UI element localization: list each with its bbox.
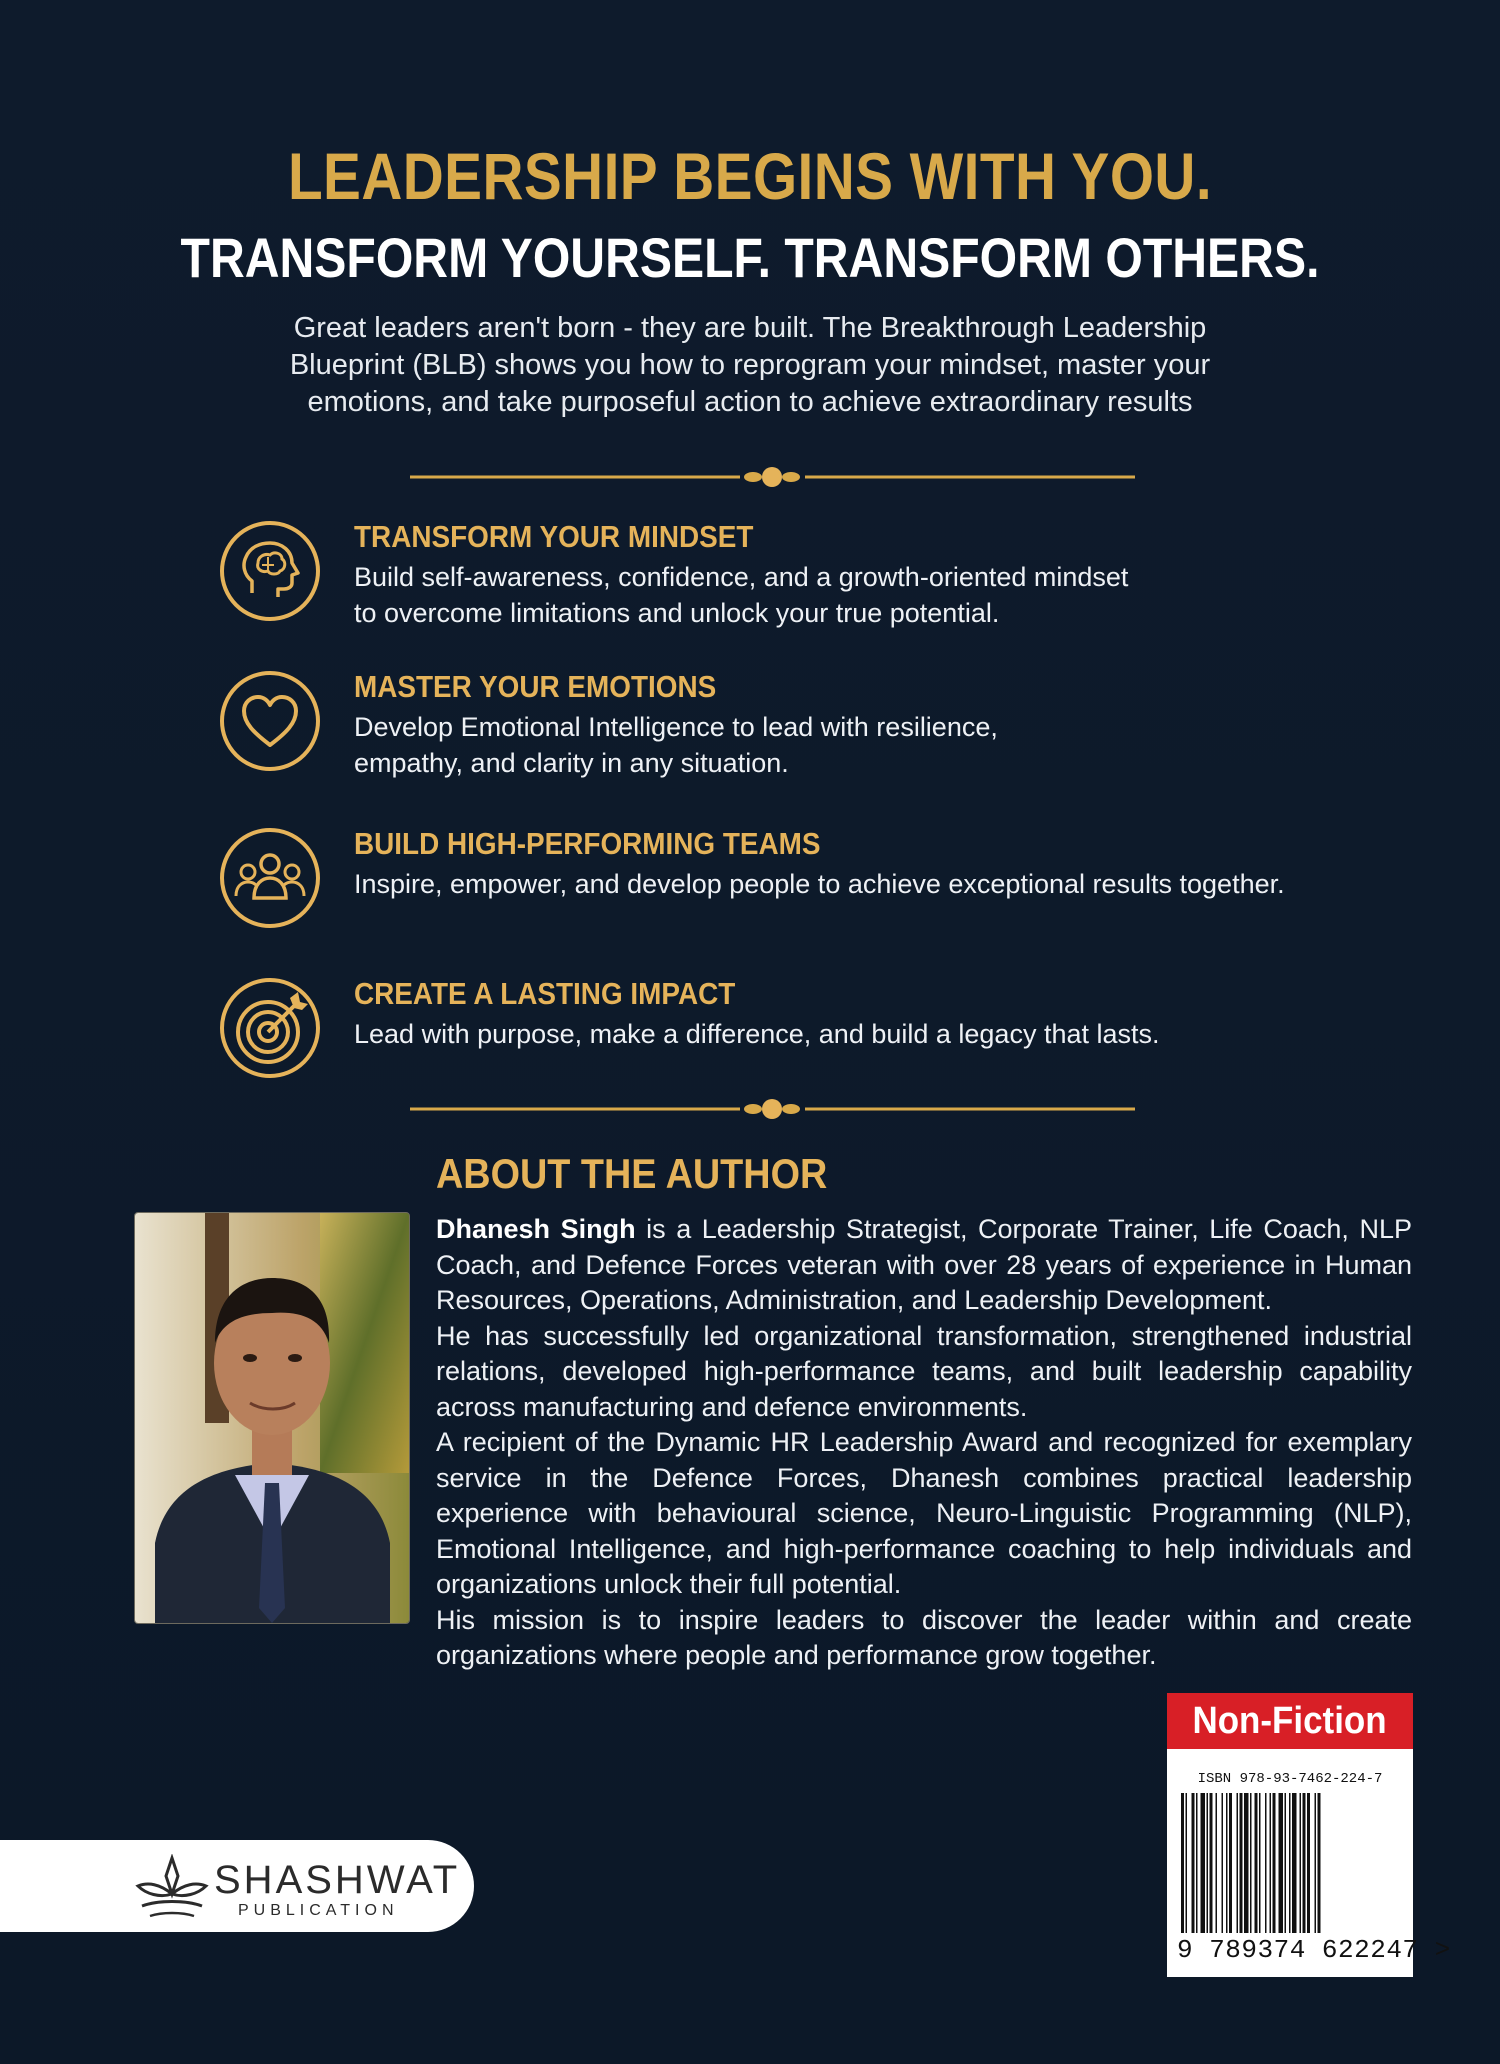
bio-paragraph: He has successfully led organizational transformation, strengthened industrial relations, developed high-performance teams, and built leadership capability across manufacturing and defence environments. xyxy=(436,1320,1412,1422)
barcode-bar xyxy=(1265,1793,1267,1933)
barcode-bar xyxy=(1216,1793,1218,1933)
brain-head-icon xyxy=(218,519,322,623)
bio-paragraph: His mission is to inspire leaders to discover the leader within and create organizations where people and performance grow together. xyxy=(436,1604,1412,1670)
barcode-digits: 9 789374 622247 > xyxy=(1177,1935,1451,1965)
about-heading: ABOUT THE AUTHOR xyxy=(436,1150,828,1197)
author-bio xyxy=(436,1212,1412,1674)
isbn-label: ISBN 978-93-7462-224-7 xyxy=(1197,1771,1383,1787)
barcode-bar xyxy=(1270,1793,1272,1933)
barcode-bar xyxy=(1318,1793,1321,1933)
barcode-bar xyxy=(1300,1793,1302,1933)
bio-paragraph: A recipient of the Dynamic HR Leadership Award and recognized for exemplary service in the Defence Forces, Dhanesh combines practical leadership experience with behavioural science, Neuro-Linguistic Programming (NLP), Emotional Intelligence, and high-performance coaching to help individuals and organizations unlock their full potential. xyxy=(436,1427,1412,1599)
team-icon xyxy=(218,826,322,930)
feature-title: CREATE A LASTING IMPACT xyxy=(354,976,736,1011)
publisher-subtitle: PUBLICATION xyxy=(238,1902,399,1919)
barcode-bar xyxy=(1201,1793,1206,1933)
intro-text: Great leaders aren't born - they are built. The Breakthrough Leadership Blueprint (BLB) shows you how to reprogram your mindset, master your emotions, and take purposeful action to achieve extraordinary results xyxy=(289,312,1211,418)
feature-title: TRANSFORM YOUR MINDSET xyxy=(354,519,754,554)
feature-description xyxy=(354,559,1374,631)
barcode-bar xyxy=(1207,1793,1209,1933)
feature-item xyxy=(218,669,1368,779)
barcode-bar xyxy=(1240,1793,1243,1933)
genre-text: Non-Fiction xyxy=(1192,1699,1388,1742)
author-name: Dhanesh Singh xyxy=(436,1214,636,1244)
barcode-bar xyxy=(1192,1793,1195,1933)
feature-title: MASTER YOUR EMOTIONS xyxy=(354,669,717,704)
barcode-bar xyxy=(1259,1793,1261,1933)
heart-icon xyxy=(218,669,322,773)
barcode-bar xyxy=(1279,1793,1284,1933)
author-photo xyxy=(134,1212,410,1624)
barcode-bar xyxy=(1250,1793,1252,1933)
headline: LEADERSHIP BEGINS WITH YOU. xyxy=(287,139,1213,213)
feature-desc-line: to overcome limitations and unlock your true potential. xyxy=(354,598,1000,628)
feature-description xyxy=(354,866,1374,902)
barcode-bar xyxy=(1315,1793,1317,1933)
barcode-bar xyxy=(1210,1793,1213,1933)
barcode-bar xyxy=(1285,1793,1287,1933)
barcode-bar xyxy=(1229,1793,1232,1933)
feature-desc-line: Develop Emotional Intelligence to lead with resilience, xyxy=(354,712,998,742)
feature-desc-line: empathy, and clarity in any situation. xyxy=(354,748,789,778)
publisher-name: SHASHWAT xyxy=(214,1858,461,1902)
publisher-badge xyxy=(0,1840,474,1932)
barcode-bar xyxy=(1289,1793,1291,1933)
barcode-bar xyxy=(1255,1793,1258,1933)
barcode-bar xyxy=(1307,1793,1310,1933)
ornament-divider xyxy=(410,464,1135,490)
barcode xyxy=(1167,1749,1451,1977)
feature-desc-line: Build self-awareness, confidence, and a growth-oriented mindset xyxy=(354,562,1129,592)
bio-text: is a Leadership Strategist, Corporate Trainer, Life Coach, NLP Coach, and Defence Forces veteran with over 28 years of experience in Human Resources, Operations, Administration, and Leadership Development. xyxy=(436,1214,1412,1315)
feature-title: BUILD HIGH-PERFORMING TEAMS xyxy=(354,826,821,861)
barcode-bar xyxy=(1273,1793,1276,1933)
barcode-bars xyxy=(1181,1793,1399,1933)
feature-desc-line: Inspire, empower, and develop people to achieve exceptional results together. xyxy=(354,869,1285,899)
barcode-bar xyxy=(1196,1793,1198,1933)
barcode-bar xyxy=(1244,1793,1249,1933)
target-icon xyxy=(218,976,322,1080)
subheadline: TRANSFORM YOURSELF. TRANSFORM OTHERS. xyxy=(180,226,1320,289)
barcode-bar xyxy=(1237,1793,1239,1933)
bio-paragraph xyxy=(436,1212,1412,1319)
ornament-divider xyxy=(410,1096,1135,1122)
feature-item xyxy=(218,519,1368,629)
barcode-bar xyxy=(1226,1793,1228,1933)
feature-description xyxy=(354,1016,1374,1052)
feature-desc-line: Lead with purpose, make a difference, and build a legacy that lasts. xyxy=(354,1019,1160,1049)
feature-item xyxy=(218,976,1368,1086)
barcode-bar xyxy=(1222,1793,1224,1933)
feature-description xyxy=(354,709,1374,781)
lotus-logo-icon xyxy=(132,1854,212,1922)
barcode-bar xyxy=(1303,1793,1306,1933)
barcode-bar xyxy=(1292,1793,1297,1933)
feature-item xyxy=(218,826,1368,936)
barcode-bar xyxy=(1181,1793,1184,1933)
genre-label xyxy=(1167,1693,1413,1749)
barcode-bar xyxy=(1186,1793,1188,1933)
